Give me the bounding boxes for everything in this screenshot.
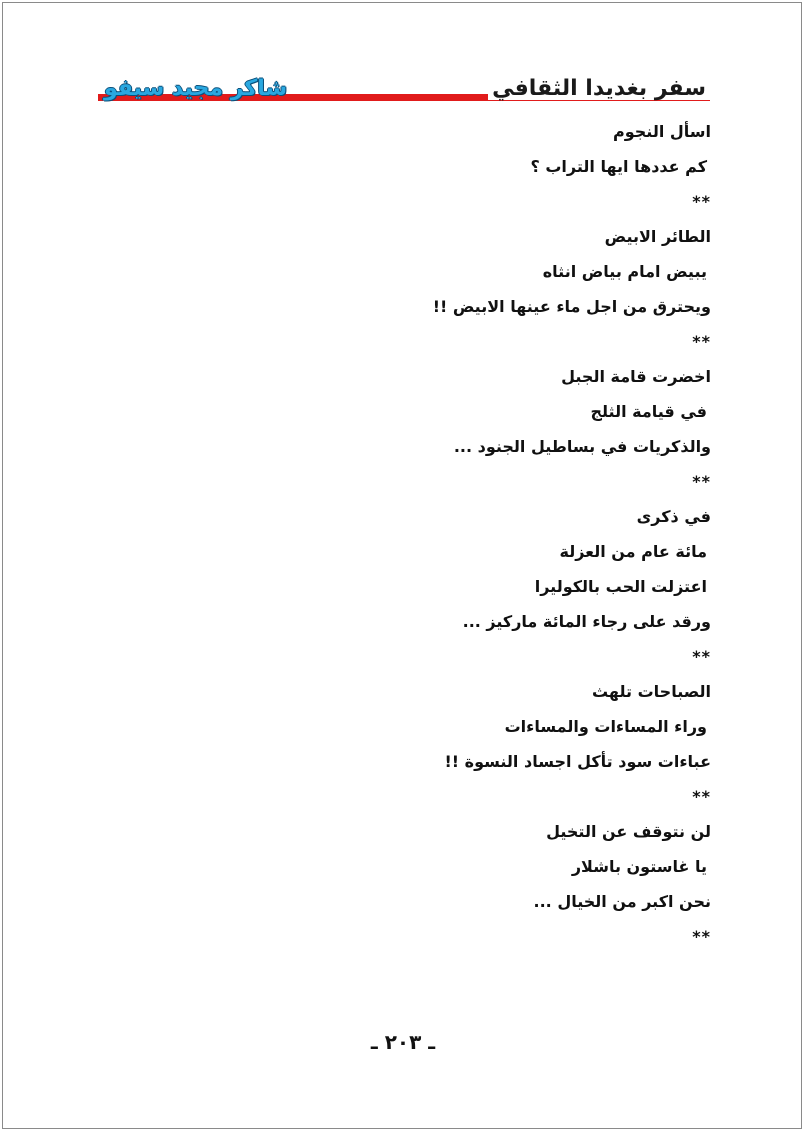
poem-line: وراء المساءات والمساءات [504, 717, 707, 736]
poem-line: كم عددها ايها التراب ؟ [530, 157, 707, 176]
poem-line: مائة عام من العزلة [559, 542, 707, 561]
poem-line: ورقد على رجاء المائة ماركيز ... [462, 612, 711, 631]
poem-line: عباءات سود تأكل اجساد النسوة !! [444, 752, 711, 771]
stanza-separator: ** [692, 332, 711, 351]
poem-line: الطائر الابيض [604, 227, 711, 246]
poem-line: يا غاستون باشلار [571, 857, 707, 876]
book-title: سفر بغديدا الثقافي [488, 78, 710, 100]
poem-line: في قيامة الثلج [590, 402, 707, 421]
poem-line: يبيض امام بياض انثاه [542, 262, 707, 281]
poem-line: ويحترق من اجل ماء عينها الابيض !! [432, 297, 711, 316]
stanza-separator: ** [692, 647, 711, 666]
author-name: شاكر مجيد سيفو [104, 76, 288, 101]
poem-line: اخضرت قامة الجبل [561, 367, 711, 386]
poem-line: في ذكرى [636, 507, 711, 526]
poem-line: لن نتوقف عن التخيل [546, 822, 711, 841]
poem-line: الصباحات تلهث [591, 682, 711, 701]
stanza-separator: ** [692, 927, 711, 946]
poem-line: اعتزلت الحب بالكوليرا [534, 577, 707, 596]
stanza-separator: ** [692, 192, 711, 211]
poem-line: اسأل النجوم [613, 122, 711, 141]
poem-line: والذكريات في بساطيل الجنود ... [453, 437, 711, 456]
poem-line: نحن اكبر من الخيال ... [533, 892, 711, 911]
poem-body [231, 114, 711, 954]
stanza-separator: ** [692, 472, 711, 491]
page-number: ـ ٢٠٣ ـ [370, 1030, 436, 1054]
stanza-separator: ** [692, 787, 711, 806]
